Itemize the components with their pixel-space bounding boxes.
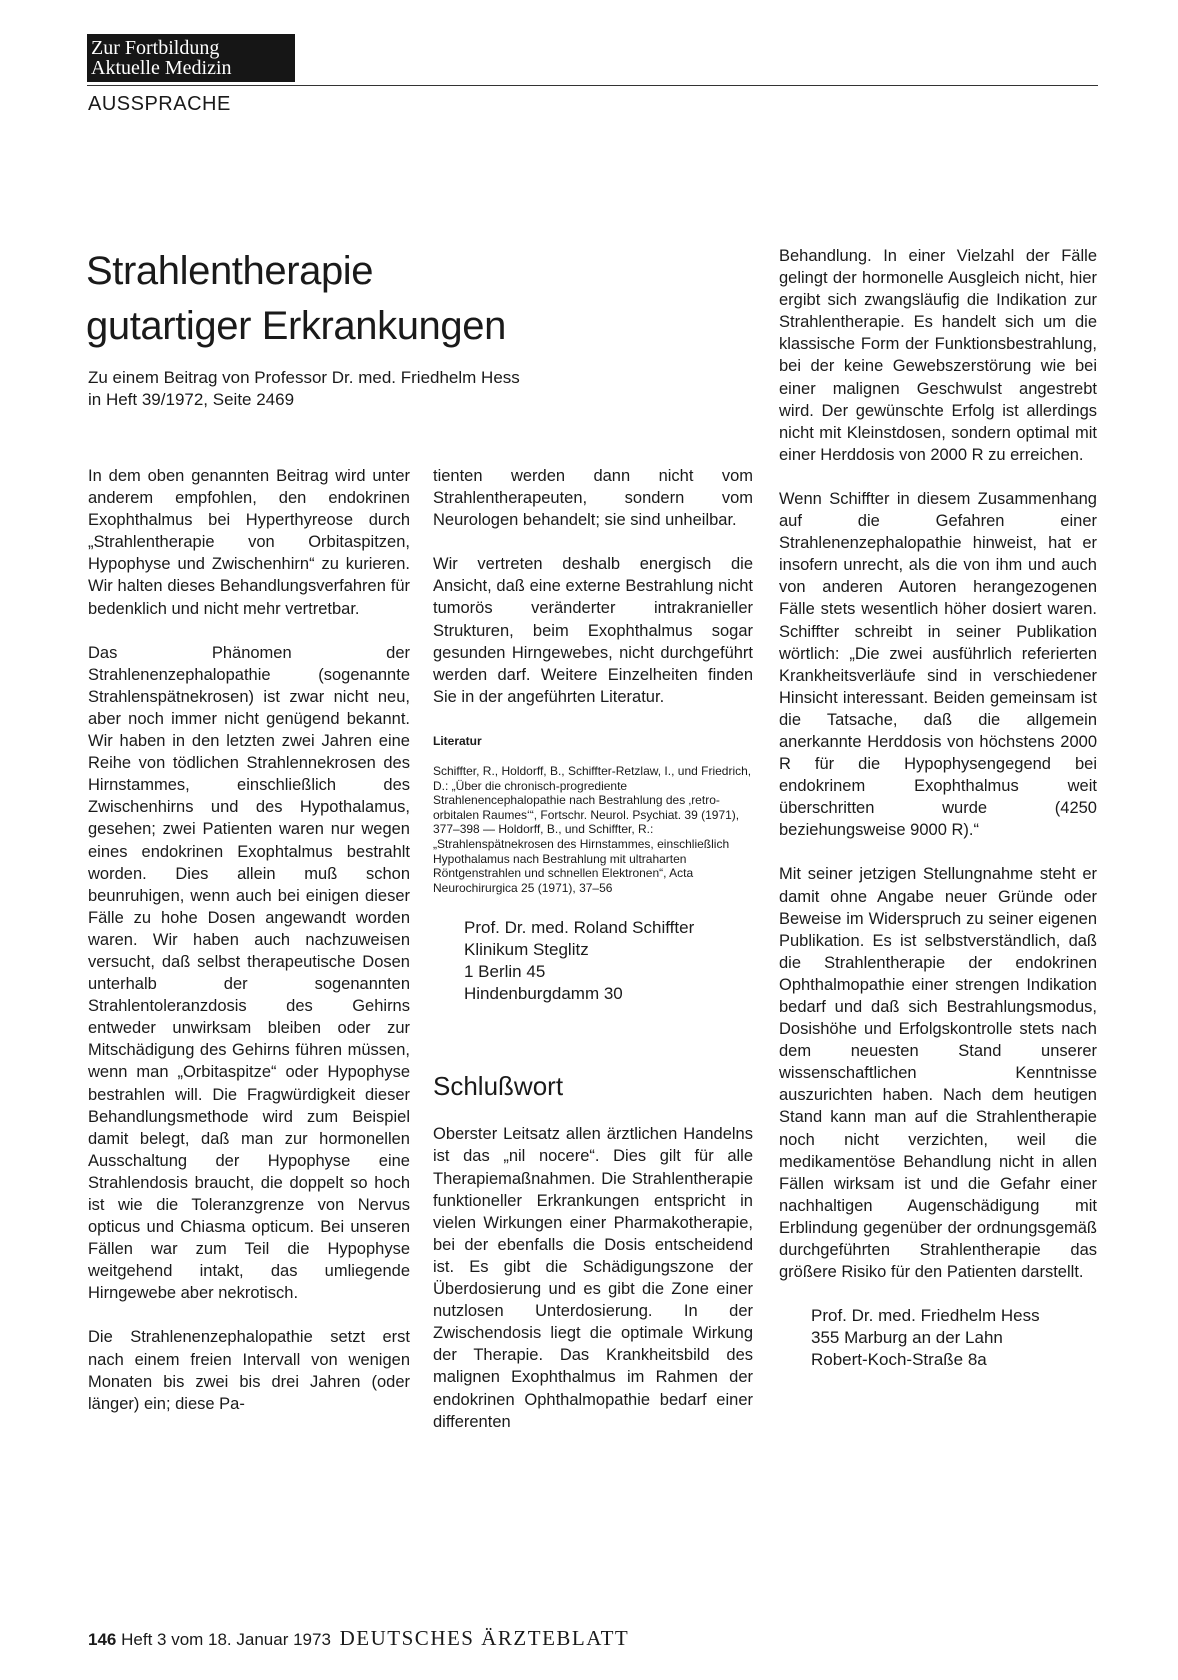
paragraph: Behandlung. In einer Vielzahl der Fälle gelingt der hormonelle Ausgleich nicht, hier ergibt sich zwangsläufig die Indikation zur Strahlentherapie. Es handelt sich um die klassische Form der Funktionsbestrahlung, bei der keine Gewebszerstörung wie bei einer malignen Geschwulst angestrebt wird. Der gewünschte Erfolg ist allerdings nicht mit Kleinstdosen, sondern optimal mit einer Herddosis von 2000 R zu erreichen.	[779, 247, 1097, 464]
author-name: Prof. Dr. med. Roland Schiffter	[464, 918, 695, 938]
subtitle-line1: Zu einem Beitrag von Professor Dr. med. Friedhelm Hess	[88, 368, 520, 387]
paragraph: Die Strahlenenzephalopathie setzt erst nach einem freien Intervall von wenigen Monaten bis zwei bis drei Jahren (oder länger) ein; diese Pa-	[88, 1328, 410, 1413]
literature-references: Schiffter, R., Holdorff, B., Schiffter-Retzlaw, I., und Friedrich, D.: „Über die chronisch-progrediente Strahlenencephalopathie nach Bestrahlung des ‚retro-orbitalen Raumes‘“, Fortschr. Neurol. Psychiat. 39 (1971), 377–398 — Holdorff, B., und Schiffter, R.: „Strahlenspätnekrosen des Hirnstammes, einschließlich Hypothalamus nach Bestrahlung mit ultraharten Röntgenstrahlen und schnellen Elektronen“, Acta Neurochirurgica 25 (1971), 37–56	[433, 764, 752, 895]
article-title	[86, 244, 506, 354]
section-heading-schlusswort: Schlußwort	[433, 1071, 564, 1102]
subtitle-line2: in Heft 39/1972, Seite 2469	[88, 390, 295, 409]
magazine-name: DEUTSCHES ÄRZTEBLATT	[339, 1626, 630, 1650]
series-label	[87, 34, 295, 82]
page-number: 146	[88, 1630, 117, 1649]
series-label-line2: Aktuelle Medizin	[91, 57, 232, 79]
series-label-line1: Zur Fortbildung	[91, 37, 220, 59]
paragraph: Mit seiner jetzigen Stellungnahme steht er damit ohne Angabe neuer Gründe oder Beweise im Widerspruch zu seiner eigenen Publikation. Es ist selbstverständlich, daß die Strahlentherapie der endokrinen Ophthalmopathie einer strengen Indikation bedarf und daß sich Bestrahlungsmodus, Dosishöhe und Erfolgskontrolle stets nach dem neuesten Stand unserer wissenschaftlichen Kenntnisse auszurichten haben. Nach dem heutigen Stand kann man auf die Strahlentherapie noch nicht verzichten, weil die medikamentöse Behandlung nicht in allen Fällen wirksam ist und die Gefahr einer nachhaltigen Augenschädigung mit Erblindung gegenüber der ordnungsgemäß durchgeführten Strahlentherapie das größere Risiko für den Patienten darstellt.	[779, 865, 1097, 1282]
section-label: AUSSPRACHE	[88, 93, 231, 115]
paragraph: Oberster Leitsatz allen ärztlichen Handelns ist das „nil nocere“. Dies gilt für alle Therapiemaßnahmen. Die Strahlentherapie funktioneller Erkrankungen entspricht in vielen Wirkungen einer Pharmakotherapie, bei der ebenfalls die Dosis entscheidend ist. Es gibt die Schädigungszone der Überdosierung und es gibt die Zone einer nutzlosen Unterdosierung. In der Zwischendosis liegt die optimale Wirkung der Therapie. Das Krankheitsbild des malignen Exophthalmus im Rahmen der endokrinen Ophthalmopathie bedarf einer differenten	[433, 1125, 753, 1431]
issue-info: Heft 3 vom 18. Januar 1973	[121, 1630, 331, 1649]
column-1	[88, 465, 410, 1437]
paragraph: Wenn Schiffter in diesem Zusammenhang auf die Gefahren einer Strahlenenzephalopathie hinweist, hat er insofern unrecht, als die von ihm und auch von anderen Autoren herangezogenen Fälle stets wesentlich höher dosiert waren. Schiffter schreibt in seiner Publikation wörtlich: „Die zwei ausführlich referierten Krankheitsverläufe sind in verschiedener Hinsicht interessant. Beiden gemeinsam ist die Tatsache, daß die allgemein anerkannte Herddosis von höchstens 2000 R für die Hypophysengegend bei endokrinem Exophthalmus weit überschritten wurde (4250 beziehungsweise 9000 R).“	[779, 489, 1097, 840]
header-rule	[87, 85, 1098, 86]
author-street: Robert-Koch-Straße 8a	[811, 1350, 987, 1370]
paragraph: tienten werden dann nicht vom Strahlentherapeuten, sondern vom Neurologen behandelt; sie sind unheilbar.	[433, 467, 753, 530]
author-name: Prof. Dr. med. Friedhelm Hess	[811, 1306, 1040, 1326]
paragraph: Das Phänomen der Strahlenenzephalopathie (sogenannte Strahlenspätnekrosen) ist zwar nicht neu, aber noch immer nicht genügend bekannt. Wir haben in den letzten zwei Jahren eine Reihe von tödlichen Strahlennekrosen des Hirnstammes, einschließlich des Zwischenhirns und des Hypothalamus, gesehen; zwei Patienten waren nur wegen eines endokrinen Exophtalmus bestrahlt worden. Dies allein muß schon beunruhigen, wenn auch bei einigen dieser Fälle zu hohe Dosen angewandt worden waren. Wir haben auch nachzuweisen versucht, daß selbst therapeutische Dosen unterhalb der sogenannten Strahlentoleranzdosis des Gehirns entweder unwirksam bleiben oder zur Mitschädigung des Gehirns führen müssen, wenn man „Orbitaspitze“ oder Hypophyse bestrahlen will. Die Fragwürdigkeit dieser Behandlungsmethode wird zum Beispiel damit belegt, daß man zur hormonellen Ausschaltung der Hypophyse eine Strahlendosis braucht, die doppelt so hoch ist wie die Toleranzgrenze von Nervus opticus und Chiasma opticum. Bei unseren Fällen war zum Teil die Hypophyse weitgehend intakt, das umliegende Hirngewebe aber nekrotisch.	[88, 643, 410, 1303]
literature-heading: Literatur	[433, 733, 482, 748]
author-address-schiffter	[464, 917, 753, 1005]
column-2	[433, 465, 753, 1455]
author-city: 355 Marburg an der Lahn	[811, 1328, 1003, 1348]
author-city: 1 Berlin 45	[464, 962, 546, 982]
column-3	[779, 245, 1097, 1371]
paragraph: In dem oben genannten Beitrag wird unter anderem empfohlen, den endokrinen Exophthalmus bei Hyperthyreose durch „Strahlentherapie von Orbitaspitzen, Hypophyse und Zwischenhirn“ zu kurieren. Wir halten dieses Behandlungsverfahren für bedenklich und nicht mehr vertretbar.	[88, 467, 410, 618]
article-subtitle	[88, 367, 520, 411]
author-street: Hindenburgdamm 30	[464, 984, 623, 1004]
article-title-line1: Strahlentherapie	[86, 249, 374, 293]
author-address-hess	[811, 1305, 1097, 1371]
author-institution: Klinikum Steglitz	[464, 940, 589, 960]
article-title-line2: gutartiger Erkrankungen	[86, 304, 506, 348]
paragraph: Wir vertreten deshalb energisch die Ansicht, daß eine externe Bestrahlung nicht tumorös veränderter intrakranieller Strukturen, beim Exophthalmus sogar gesunden Hirngewebes, nicht durchgeführt werden darf. Weitere Einzelheiten finden Sie in der angeführten Literatur.	[433, 555, 753, 706]
page-footer	[88, 1626, 629, 1651]
